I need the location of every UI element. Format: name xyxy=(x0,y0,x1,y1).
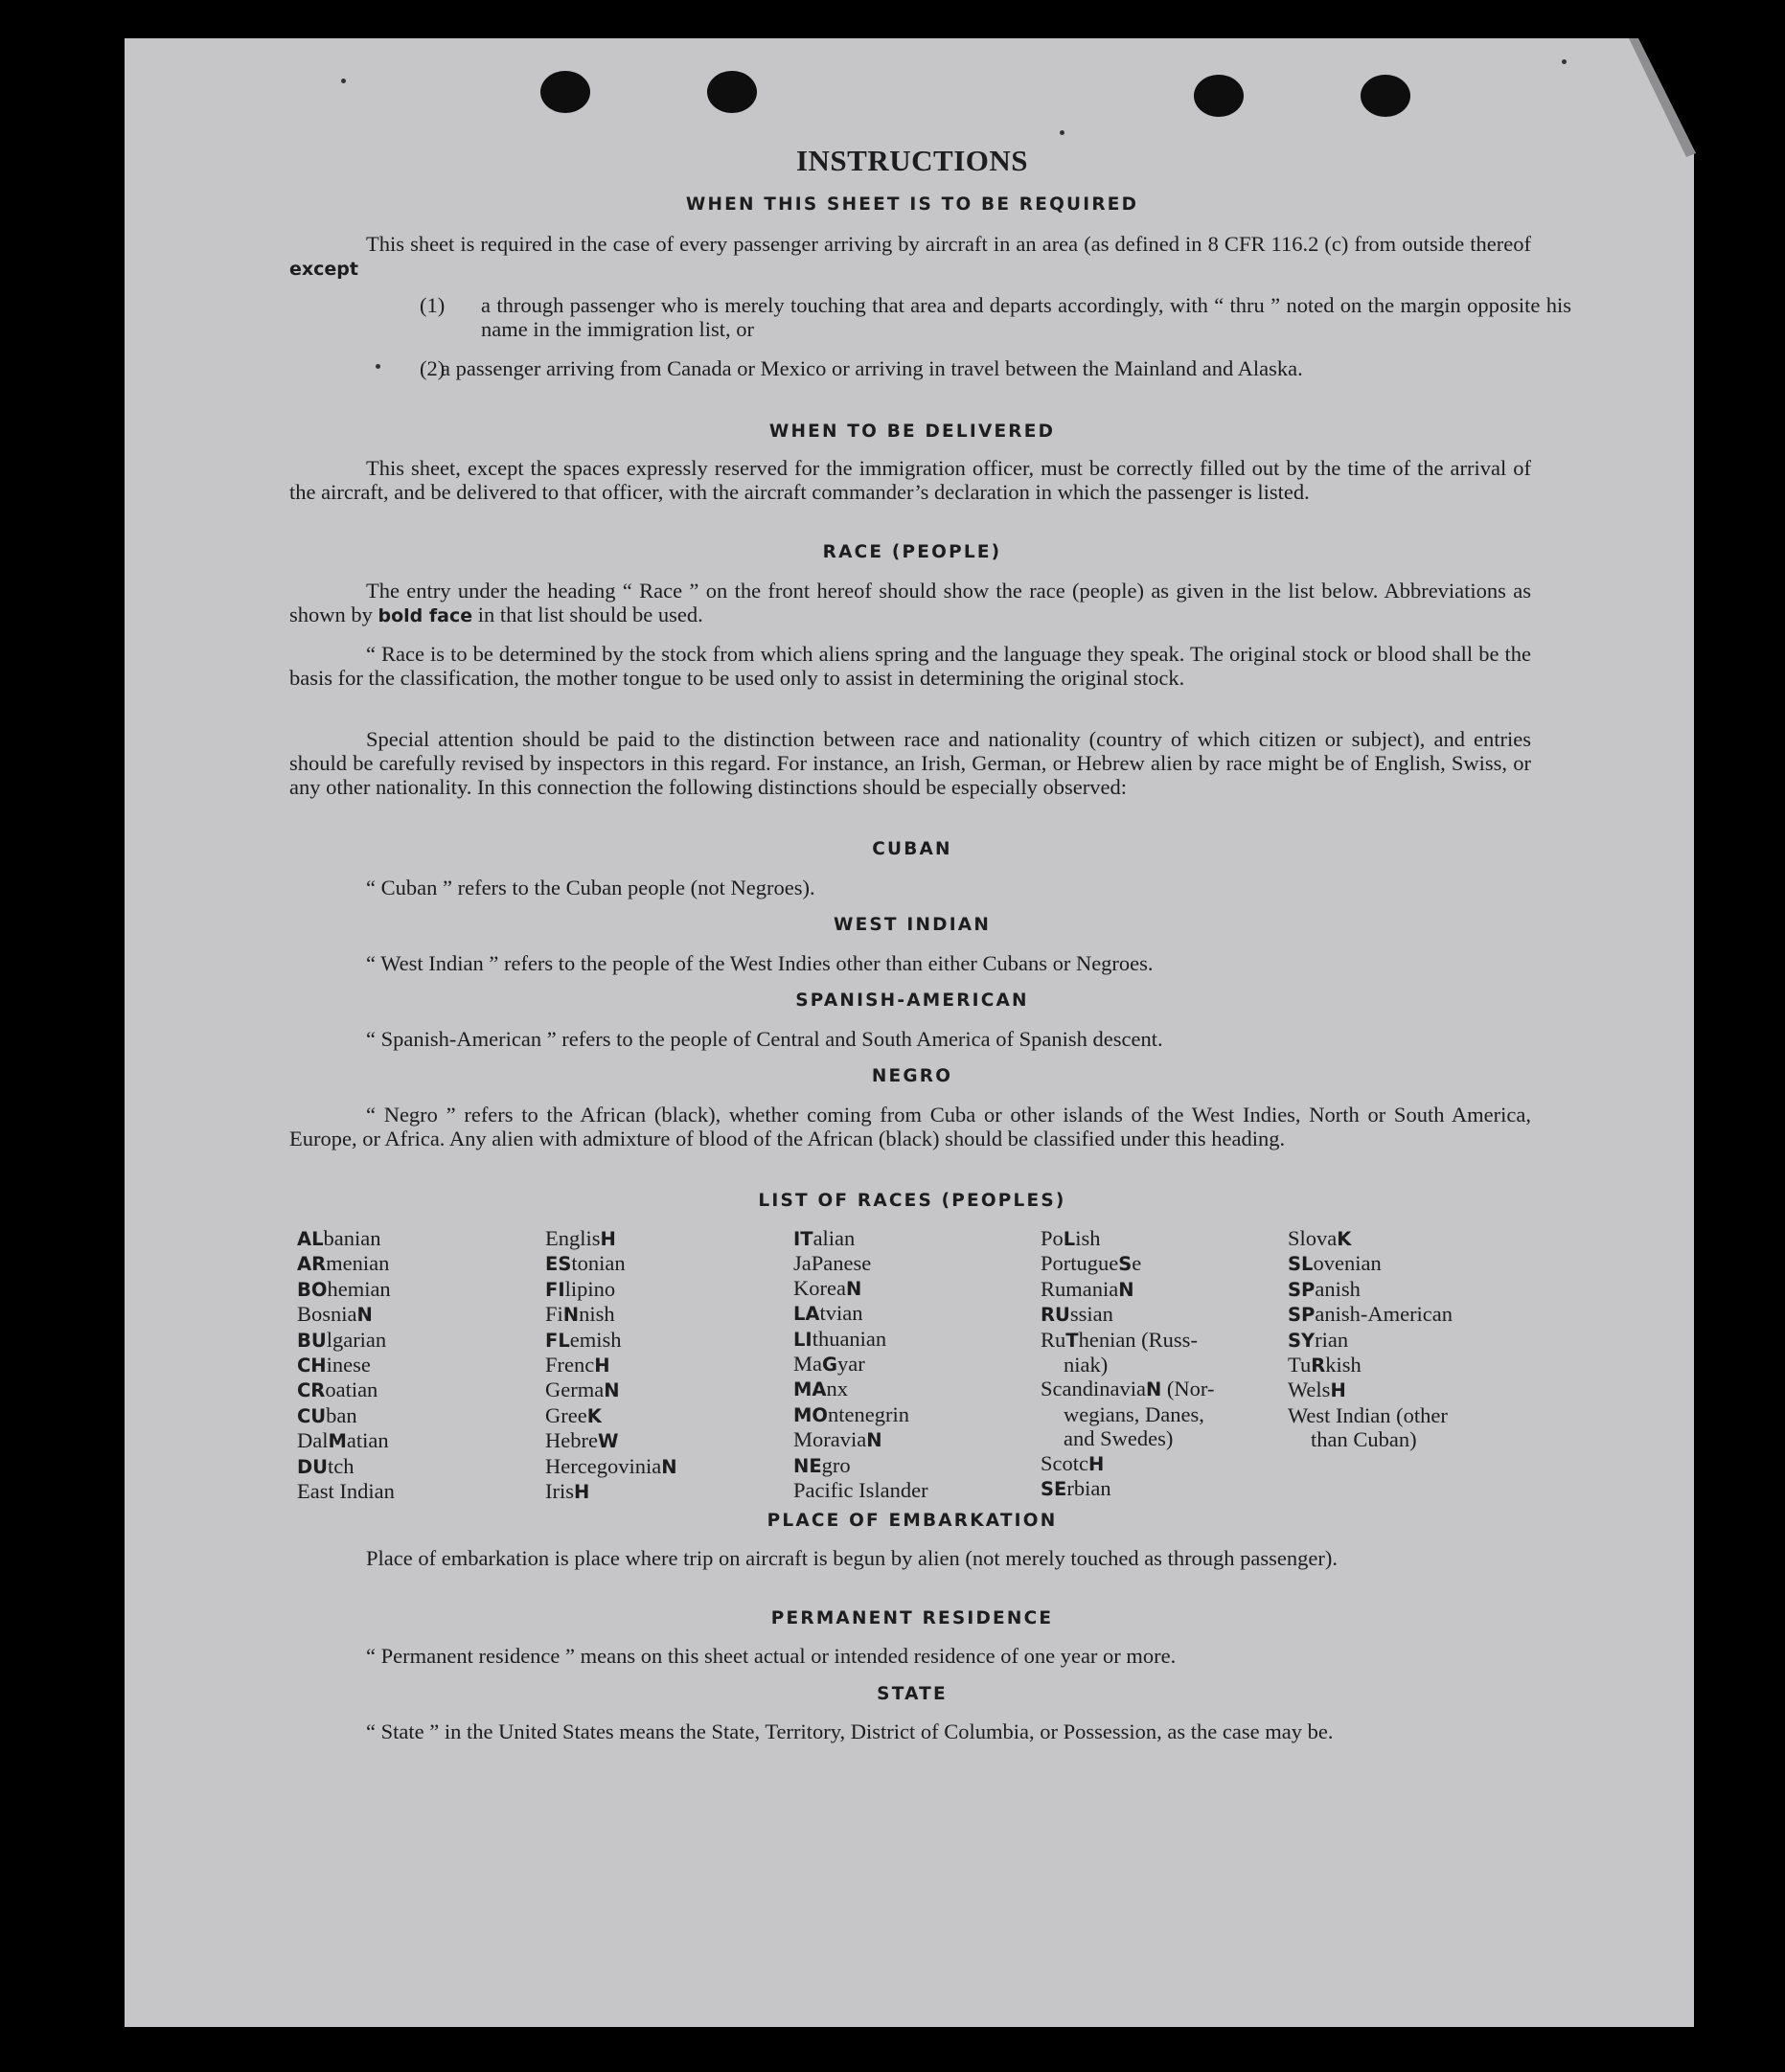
race-entry xyxy=(1041,1226,1214,1251)
race-p3-text: Special attention should be paid to the distinction between race and nationality (country of which citizen or subject), and entries should be carefully revised by inspectors in this regard. For instance, an Irish, German, or Hebrew alien by race might be of English, Swiss, or any other nationality. In this connection the following distinctions should be especially observed: xyxy=(289,727,1531,799)
race-text: and Swedes) xyxy=(1064,1426,1174,1451)
race-entry xyxy=(1041,1402,1214,1426)
race-column-2 xyxy=(545,1226,677,1504)
race-column-4 xyxy=(1041,1226,1214,1501)
race-entry xyxy=(793,1402,928,1427)
race-entry xyxy=(1288,1328,1453,1353)
cuban-text-content: “ Cuban ” refers to the Cuban people (not Negroes). xyxy=(366,876,815,899)
race-abbreviation: R xyxy=(1311,1355,1326,1378)
state-text xyxy=(289,1719,1531,1743)
race-text: niak) xyxy=(1064,1353,1109,1378)
race-entry xyxy=(793,1276,928,1301)
race-text: rbian xyxy=(1066,1476,1111,1501)
race-entry xyxy=(545,1277,677,1302)
race-abbreviation: H xyxy=(600,1228,616,1250)
race-paragraph-3 xyxy=(289,727,1531,799)
race-text: (Nor- xyxy=(1161,1377,1215,1401)
item-2-text xyxy=(441,356,1531,380)
item-2-text-content: a passenger arriving from Canada or Mexico or arriving in travel between the Mainland and Alaska. xyxy=(441,356,1303,380)
race-abbreviation: N xyxy=(562,1304,580,1327)
race-text: yar xyxy=(837,1352,865,1377)
negro-text xyxy=(289,1103,1531,1150)
race-abbreviation: H xyxy=(574,1481,590,1504)
race-text: anish xyxy=(1315,1276,1361,1301)
race-p2-text: “ Race is to be determined by the stock from which aliens spring and the language they speak. The original stock or blood shall be the basis for the classification, the mother tongue to be used only to assist in determining the original stock. xyxy=(289,642,1531,690)
race-text: nish xyxy=(579,1302,615,1327)
race-entry xyxy=(545,1428,677,1453)
race-entry xyxy=(297,1454,395,1479)
race-entry xyxy=(297,1479,395,1503)
race-abbreviation: FI xyxy=(545,1278,565,1301)
punch-hole xyxy=(1361,75,1410,117)
race-entry xyxy=(297,1302,395,1327)
race-entry xyxy=(1288,1353,1453,1378)
delivered-text-content: This sheet, except the spaces expressly reserved for the immigration officer, must be correctly filled out by the time of the arrival of the aircraft, and be delivered to that officer, with the aircraft commander’s declaration in which the passenger is listed. xyxy=(289,456,1531,504)
race-text: Hercegovinia xyxy=(545,1453,662,1478)
race-abbreviation: M xyxy=(328,1430,347,1453)
race-text: tonian xyxy=(571,1251,626,1276)
race-abbreviation: H xyxy=(1088,1452,1105,1475)
race-abbreviation: N xyxy=(1145,1378,1162,1401)
race-text: Rumania xyxy=(1041,1276,1119,1301)
race-entry xyxy=(793,1301,928,1326)
race-entry xyxy=(297,1251,395,1276)
race-abbreviation: ES xyxy=(545,1253,572,1276)
race-text: lgarian xyxy=(326,1327,387,1352)
item-1-text-content: a through passenger who is merely touching that area and departs accordingly, with “ thru ” noted on the margin opposite his name in the immigration list, or xyxy=(481,293,1571,341)
race-text: JaPanese xyxy=(793,1251,872,1276)
race-text: hemian xyxy=(327,1276,391,1301)
west-indian-text xyxy=(289,951,1531,975)
required-except: except xyxy=(289,259,358,280)
heading-list-of-races: LIST OF RACES (PEOPLES) xyxy=(758,1191,1066,1211)
race-entry xyxy=(1041,1451,1214,1476)
race-abbreviation: NE xyxy=(793,1454,822,1477)
race-text: Scandinavia xyxy=(1041,1377,1146,1401)
race-abbreviation: SE xyxy=(1041,1478,1067,1501)
race-abbreviation: N xyxy=(1118,1278,1134,1301)
heading-negro: NEGRO xyxy=(871,1066,953,1086)
required-intro xyxy=(289,232,1531,282)
race-text: Frenc xyxy=(545,1353,595,1378)
speck xyxy=(1562,59,1567,64)
race-text: rian xyxy=(1315,1327,1349,1352)
race-text: Dal xyxy=(297,1428,329,1453)
heading-cuban: CUBAN xyxy=(872,839,952,859)
race-abbreviation: FL xyxy=(545,1329,570,1352)
race-text: nx xyxy=(826,1377,848,1401)
race-entry xyxy=(297,1328,395,1353)
race-entry xyxy=(793,1327,928,1352)
heading-state: STATE xyxy=(877,1684,948,1704)
race-abbreviation: MO xyxy=(793,1403,828,1426)
race-entry xyxy=(545,1353,677,1378)
race-entry xyxy=(793,1453,928,1478)
race-text: alian xyxy=(812,1226,856,1250)
speck xyxy=(376,364,380,369)
race-abbreviation: H xyxy=(1330,1379,1346,1402)
race-p1-text: The entry under the heading “ Race ” on the front hereof should show the race (people) as given in the list below. Abbreviations as shown by xyxy=(289,579,1531,626)
race-entry xyxy=(545,1403,677,1428)
race-abbreviation: LI xyxy=(793,1328,812,1351)
race-abbreviation: K xyxy=(586,1404,602,1427)
race-text: ntenegrin xyxy=(827,1401,909,1426)
race-text: henian (Russ- xyxy=(1078,1327,1198,1352)
race-text: gro xyxy=(821,1452,851,1477)
race-abbreviation: LA xyxy=(793,1303,820,1326)
embarkation-text xyxy=(289,1546,1531,1570)
race-text: Slova xyxy=(1288,1226,1338,1250)
race-abbreviation: BO xyxy=(297,1278,328,1301)
page-title: INSTRUCTIONS xyxy=(795,144,1028,177)
race-entry xyxy=(545,1226,677,1251)
race-text: banian xyxy=(323,1226,381,1250)
race-entry xyxy=(1288,1226,1453,1251)
race-text: tvian xyxy=(819,1301,863,1326)
race-abbreviation: K xyxy=(1337,1228,1352,1250)
speck xyxy=(341,79,346,83)
race-text: emish xyxy=(569,1327,622,1352)
race-text: Fi xyxy=(545,1302,563,1327)
race-abbreviation: RU xyxy=(1041,1304,1070,1327)
race-text: lipino xyxy=(564,1276,616,1301)
race-abbreviation: N xyxy=(845,1277,862,1300)
race-text: Po xyxy=(1041,1226,1064,1250)
race-text: Iris xyxy=(545,1479,574,1504)
item-1-text xyxy=(441,293,1571,341)
punch-hole xyxy=(1194,75,1244,117)
race-abbreviation: N xyxy=(866,1429,882,1452)
race-text: Gree xyxy=(545,1402,587,1427)
race-entry xyxy=(1041,1251,1214,1276)
race-text: Portugue xyxy=(1041,1251,1119,1276)
heading-permanent-residence: PERMANENT RESIDENCE xyxy=(770,1608,1054,1628)
race-entry xyxy=(1041,1328,1214,1353)
punch-hole xyxy=(540,71,590,113)
race-entry xyxy=(545,1378,677,1402)
race-entry xyxy=(793,1226,928,1251)
heading-race: RACE (PEOPLE) xyxy=(822,542,1002,562)
race-text: Tu xyxy=(1288,1353,1312,1378)
race-entry xyxy=(1288,1251,1453,1276)
west-indian-text-content: “ West Indian ” refers to the people of the West Indies other than either Cubans or Negroes. xyxy=(366,951,1154,975)
race-text: West Indian (other xyxy=(1288,1402,1448,1427)
punch-hole xyxy=(707,71,757,113)
heading-required: WHEN THIS SHEET IS TO BE REQUIRED xyxy=(685,194,1139,215)
race-text: tch xyxy=(328,1453,355,1478)
required-intro-text: This sheet is required in the case of every passenger arriving by aircraft in an area (as defined in 8 CFR 116.2 (c) from outside thereof xyxy=(366,232,1531,256)
race-entry xyxy=(1041,1302,1214,1327)
race-paragraph-2 xyxy=(289,642,1531,690)
race-abbreviation: S xyxy=(1118,1253,1133,1276)
spanish-american-text xyxy=(289,1027,1531,1051)
delivered-text xyxy=(289,456,1531,504)
race-entry xyxy=(1041,1426,1214,1450)
race-entry xyxy=(1288,1277,1453,1302)
race-abbreviation: SL xyxy=(1288,1253,1314,1276)
race-abbreviation: CU xyxy=(297,1404,327,1427)
race-text: East Indian xyxy=(297,1479,395,1504)
race-abbreviation: DU xyxy=(297,1455,329,1478)
race-abbreviation: N xyxy=(604,1379,620,1402)
race-entry xyxy=(545,1454,677,1479)
race-entry xyxy=(297,1226,395,1251)
race-entry xyxy=(545,1302,677,1327)
race-abbreviation: SP xyxy=(1288,1278,1316,1301)
heading-spanish-american: SPANISH-AMERICAN xyxy=(795,990,1029,1011)
race-abbreviation: AL xyxy=(297,1228,324,1250)
race-entry xyxy=(793,1478,928,1502)
race-abbreviation: N xyxy=(661,1455,677,1478)
race-abbreviation: G xyxy=(822,1354,838,1377)
race-text: Bosnia xyxy=(297,1302,357,1327)
race-text: Scotc xyxy=(1041,1450,1088,1475)
race-text: ish xyxy=(1075,1226,1101,1250)
race-column-3 xyxy=(793,1226,928,1502)
race-text: Pacific Islander xyxy=(793,1478,928,1503)
heading-west-indian: WEST INDIAN xyxy=(833,915,992,935)
negro-text-content: “ Negro ” refers to the African (black), whether coming from Cuba or other islands of the West Indies, North or South America, Europe, or Africa. Any alien with admixture of blood of the African (black) should be classified under this heading. xyxy=(289,1103,1531,1150)
race-abbreviation: SP xyxy=(1288,1304,1316,1327)
race-abbreviation: W xyxy=(597,1430,619,1453)
race-text: Moravia xyxy=(793,1427,867,1452)
race-entry xyxy=(793,1377,928,1401)
race-abbreviation: T xyxy=(1065,1329,1079,1352)
race-text: ssian xyxy=(1069,1302,1113,1327)
race-abbreviation: N xyxy=(356,1304,373,1327)
race-text: anish-American xyxy=(1315,1302,1453,1327)
race-text: Korea xyxy=(793,1275,846,1300)
race-text: kish xyxy=(1325,1353,1362,1378)
item-1-number: (1) xyxy=(420,293,446,317)
race-entry xyxy=(297,1353,395,1378)
race-abbreviation: BU xyxy=(297,1329,327,1352)
race-entry xyxy=(297,1277,395,1302)
race-text: inese xyxy=(326,1353,371,1378)
race-text: ban xyxy=(326,1402,357,1427)
heading-embarkation: PLACE OF EMBARKATION xyxy=(767,1511,1058,1531)
race-text: menian xyxy=(326,1251,390,1276)
race-bold-face: bold face xyxy=(378,605,473,626)
race-text: Ru xyxy=(1041,1327,1066,1352)
race-text: Wels xyxy=(1288,1378,1331,1402)
race-text: atian xyxy=(346,1428,389,1453)
race-text: Germa xyxy=(545,1378,605,1402)
race-text: Englis xyxy=(545,1226,601,1250)
race-text: thuanian xyxy=(812,1326,887,1351)
race-entry xyxy=(1041,1476,1214,1501)
race-column-1 xyxy=(297,1226,395,1503)
race-abbreviation: MA xyxy=(793,1378,827,1401)
state-text-content: “ State ” in the United States means the State, Territory, District of Columbia, or Possession, as the case may be. xyxy=(366,1719,1334,1743)
race-abbreviation: CH xyxy=(297,1355,327,1378)
race-text: e xyxy=(1132,1251,1142,1276)
race-entry xyxy=(297,1403,395,1428)
race-entry xyxy=(1288,1427,1453,1451)
residence-text-content: “ Permanent residence ” means on this sheet actual or intended residence of one year or more. xyxy=(366,1644,1177,1668)
race-abbreviation: SY xyxy=(1288,1329,1316,1352)
race-entry xyxy=(545,1251,677,1276)
race-entry xyxy=(545,1328,677,1353)
item-2-number: (2) xyxy=(420,356,446,380)
race-text: than Cuban) xyxy=(1311,1427,1417,1452)
speck xyxy=(1060,130,1064,135)
race-abbreviation: H xyxy=(594,1355,610,1378)
race-p1-end: in that list should be used. xyxy=(477,603,703,626)
race-text: Hebre xyxy=(545,1428,598,1453)
race-text: Ma xyxy=(793,1352,822,1377)
race-entry xyxy=(1288,1378,1453,1402)
spanish-american-text-content: “ Spanish-American ” refers to the people of Central and South America of Spanish descent. xyxy=(366,1027,1163,1051)
race-abbreviation: CR xyxy=(297,1379,326,1402)
heading-delivered: WHEN TO BE DELIVERED xyxy=(768,421,1056,442)
race-entry xyxy=(1041,1377,1214,1401)
race-entry xyxy=(1288,1403,1453,1427)
race-abbreviation: AR xyxy=(297,1253,327,1276)
race-abbreviation: L xyxy=(1063,1228,1076,1250)
race-entry xyxy=(793,1352,928,1377)
race-paragraph-1 xyxy=(289,579,1531,628)
race-entry xyxy=(1041,1353,1214,1377)
race-entry xyxy=(1288,1302,1453,1327)
race-column-5 xyxy=(1288,1226,1453,1452)
race-text: wegians, Danes, xyxy=(1064,1401,1204,1426)
race-text: ovenian xyxy=(1313,1251,1382,1276)
race-entry xyxy=(793,1251,928,1275)
race-entry xyxy=(1041,1277,1214,1302)
race-abbreviation: IT xyxy=(793,1228,813,1250)
race-entry xyxy=(545,1479,677,1504)
race-text: oatian xyxy=(325,1378,378,1402)
race-entry xyxy=(297,1428,395,1453)
cuban-text xyxy=(289,876,1531,899)
embarkation-text-content: Place of embarkation is place where trip on aircraft is begun by alien (not merely touched as through passenger). xyxy=(366,1546,1339,1570)
race-entry xyxy=(793,1427,928,1452)
race-entry xyxy=(297,1378,395,1402)
residence-text xyxy=(289,1644,1531,1668)
